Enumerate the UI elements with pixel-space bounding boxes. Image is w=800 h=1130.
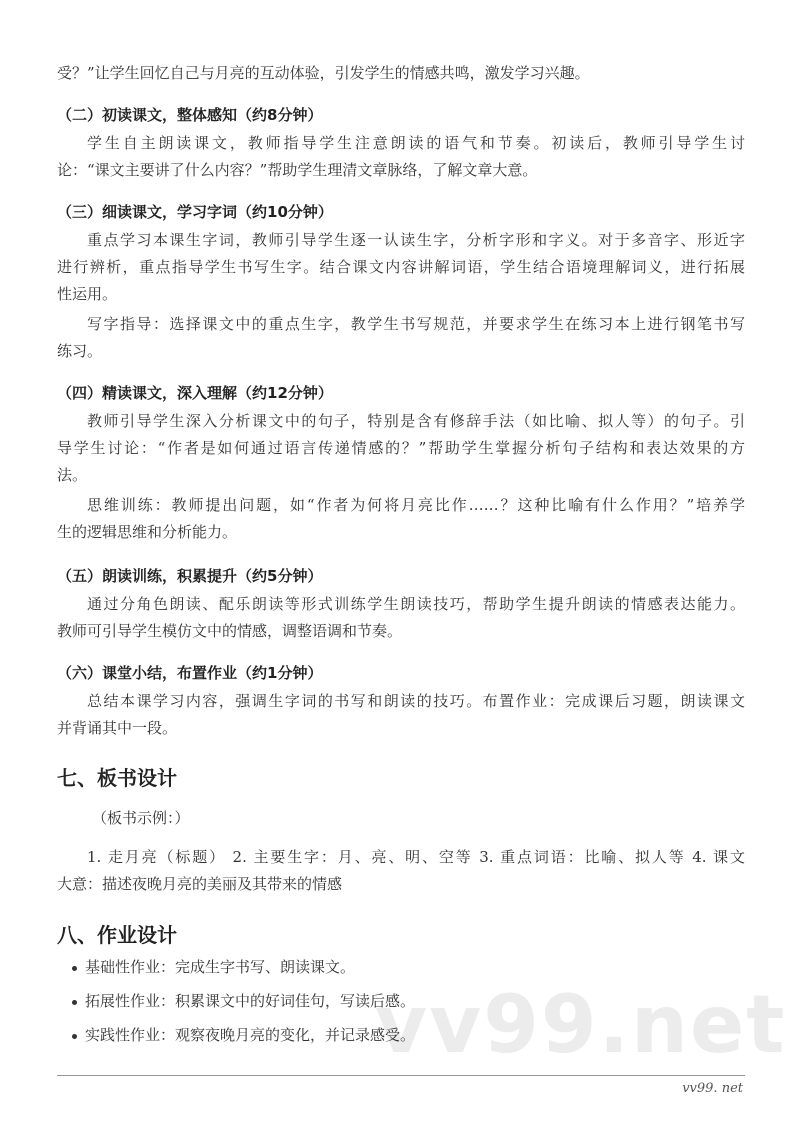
bullet-icon	[72, 1000, 77, 1005]
homework-item	[72, 957, 355, 977]
watermark: vv99.net	[375, 978, 787, 1071]
step-5-heading: （五）朗读训练，积累提升（约5分钟）	[57, 567, 323, 585]
paragraph-line: 练习。	[57, 342, 103, 360]
step-2-heading: （二）初读课文，整体感知（约8分钟）	[57, 106, 323, 124]
homework-item-text: 实践性作业：观察夜晚月亮的变化，并记录感受。	[85, 1026, 416, 1044]
paragraph-line: 通过分角色朗读、配乐朗读等形式训练学生朗读技巧，帮助学生提升朗读的情感表达能力。	[87, 595, 745, 613]
paragraph-line: 并背诵其中一段。	[57, 719, 178, 737]
paragraph-line: 学生自主朗读课文，教师指导学生注意朗读的语气和节奏。初读后，教师引导学生讨	[87, 134, 745, 152]
footer-divider	[57, 1075, 745, 1076]
paragraph-line: 论：“课文主要讲了什么内容？”帮助学生理清文章脉络，了解文章大意。	[57, 161, 538, 179]
paragraph-line: 总结本课学习内容，强调生字词的书写和朗读的技巧。布置作业：完成课后习题，朗读课文	[87, 692, 745, 710]
paragraph-line: 导学生讨论：“作者是如何通过语言传递情感的？”帮助学生掌握分析句子结构和表达效果的方	[57, 439, 745, 457]
step-6-heading: （六）课堂小结，布置作业（约1分钟）	[57, 664, 323, 682]
paragraph-line: 教师引导学生深入分析课文中的句子，特别是含有修辞手法（如比喻、拟人等）的句子。引	[87, 412, 745, 430]
bullet-icon	[72, 966, 77, 971]
paragraph-line: 教师可引导学生模仿文中的情感，调整语调和节奏。	[57, 622, 403, 640]
intro-tail-text: 受？”让学生回忆自己与月亮的互动体验，引发学生的情感共鸣，激发学习兴趣。	[57, 64, 590, 82]
homework-item	[72, 1025, 415, 1045]
section-7-title: 七、板书设计	[57, 766, 177, 790]
board-line: 1. 走月亮（标题） 2. 主要生字：月、亮、明、空等 3. 重点词语：比喻、拟人等 4. 课文	[87, 848, 745, 866]
step-4-heading: （四）精读课文，深入理解（约12分钟）	[57, 384, 333, 402]
footer-site: vv99. net	[682, 1081, 743, 1096]
paragraph-line: 进行辨析，重点指导学生书写生字。结合课文内容讲解词语，学生结合语境理解词义，进行拓展	[57, 258, 745, 276]
bullet-icon	[72, 1034, 77, 1039]
homework-item-text: 拓展性作业：积累课文中的好词佳句，写读后感。	[85, 992, 416, 1010]
paragraph-line: 思维训练：教师提出问题，如“作者为何将月亮比作……？这种比喻有什么作用？”培养学	[87, 496, 745, 514]
paragraph-line: 性运用。	[57, 285, 118, 303]
paragraph-line: 写字指导：选择课文中的重点生字，教学生书写规范，并要求学生在练习本上进行钢笔书写	[87, 315, 745, 333]
section-8-title: 八、作业设计	[57, 923, 177, 947]
homework-item	[72, 991, 415, 1011]
step-3-heading: （三）细读课文，学习字词（约10分钟）	[57, 203, 333, 221]
paragraph-line: 生的逻辑思维和分析能力。	[57, 523, 238, 541]
board-example-label: （板书示例：）	[92, 809, 190, 827]
homework-item-text: 基础性作业：完成生字书写、朗读课文。	[85, 958, 356, 976]
paragraph-line: 重点学习本课生字词，教师引导学生逐一认读生字，分析字形和字义。对于多音字、形近字	[87, 231, 745, 249]
board-line: 大意：描述夜晚月亮的美丽及其带来的情感	[57, 875, 343, 893]
paragraph-line: 法。	[57, 466, 88, 484]
